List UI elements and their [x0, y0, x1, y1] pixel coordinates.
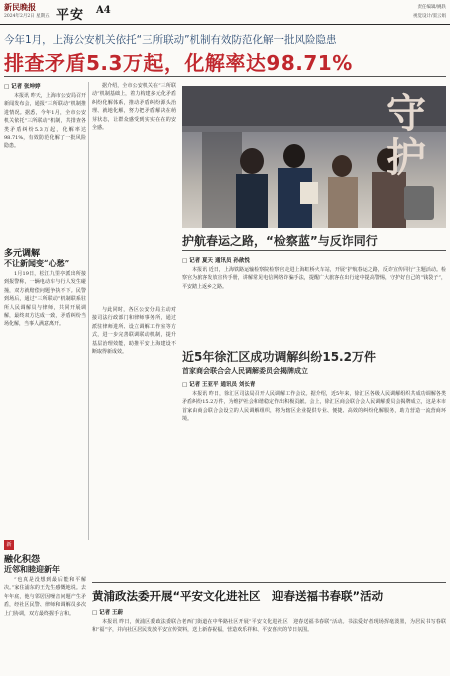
decorative-watermark: 守护 [386, 90, 426, 181]
editor-credit: 责任编辑/姚轶 [417, 5, 446, 10]
lead-subtitle-2: 不让新闻变“心愁” [4, 258, 70, 268]
lead-paragraph-3: “也真是没想到最后能和平解决。”家住浦东的王先生感慨地说。去年年底，他与邻居因噪音问题产生矛盾，经社区民警、律师和调解员多次上门协调，双方最终握手言和。 [4, 577, 86, 617]
story3-subtitle: 首家商会联合会人民调解委员会揭牌成立 [182, 366, 308, 375]
column-divider [88, 82, 89, 540]
section-title: 平安 [56, 8, 85, 23]
story4-text: 本报讯 昨日，黄浦区委政法委联合老西门街道在中华路社区开展“平安文化进社区 迎春送福书春联”活动。书法爱好者现场挥毫泼墨，为居民书写春联和“福”字，并向社区居民发放平安宣传资料，送上新春祝福，营造欢乐祥和、平安喜庆的节日氛围。 [92, 619, 446, 634]
story2-byline: □ 记者 夏天 通讯员 孙歆悦 [182, 258, 250, 264]
lead-paragraph-5: 与此同时，各区公安分局主动对接司法行政部门和律师事务所，通过派驻律师进所、设立调解工作室等方式，进一步完善联调联动机制，提升基层治理效能，助推平安上海建设不断取得新成效。 [92, 307, 176, 356]
story2-text: 本报讯 近日，上海铁路运输检察院检察官走进上海虹桥火车站，开展“护航春运之路，反诈宣传同行”主题活动。检察官为旅客发放宣传手册，讲解常见电信网络诈骗手法，提醒广大旅客在出行途中提高警惕，守护好自己的“钱袋子”，平安踏上返乡之路。 [182, 267, 446, 290]
newspaper-logo: 新民晚报 [4, 2, 36, 12]
story3-byline: □ 记者 王亚平 通讯员 刘长青 [182, 382, 256, 388]
page-code: A4 [96, 5, 111, 16]
lead-paragraph-2: 1月19日，松江九里亭派出所接到报警称，一辆电动车与行人发生碰撞，双方就赔偿问题争执不下。民警到场后，通过“三所联动”机制联系驻所人民调解员与律师，共同开展调解，最终双方达成一致，矛盾纠纷当场化解，当事人满意离开。 [4, 271, 86, 328]
story2-title: 护航春运之路，“检察蓝”与反诈同行 [182, 234, 378, 248]
story2-divider [182, 250, 446, 251]
story3-title: 近5年徐汇区成功调解纠纷15.2万件 [182, 350, 376, 364]
issue-date: 2024年2月2日 星期五 [4, 14, 50, 19]
lead-subtitle-4: 近邻和睦迎新年 [4, 564, 60, 574]
story4-byline: □ 记者 王蔚 [92, 610, 124, 616]
lead-paragraph-1: 本报讯 昨天，上海市公安局召开新闻发布会，通报“三所联动”机制推进情况。据悉，今年1月，全市公安机关依托“三所联动”机制，共排查各类矛盾纠纷5.3万起，化解率达98.71%，有效防范化解了一批风险隐患。 [4, 93, 86, 150]
red-stamp-icon: 新 [4, 540, 14, 550]
lead-subheadline: 今年1月，上海公安机关依托“三所联动”机制有效防范化解一批风险隐患 [4, 34, 337, 46]
lead-subtitle-3: 融化积怨 [4, 555, 41, 565]
story4-divider [92, 582, 446, 583]
story3-text: 本报讯 昨日，徐汇区司法局召开人民调解工作会议。据介绍，近5年来，徐汇区各级人民调解组织共成功调解各类矛盾纠纷15.2万件，为维护社会和谐稳定作出积极贡献。会上，徐汇区商会联合会人民调解委员会揭牌成立，这是本市首家由商会联合会设立的人民调解组织，将为辖区企业提供专业、便捷、高效的纠纷化解服务，助力营造一流营商环境。 [182, 391, 446, 423]
lead-byline: □ 记者 张坤婷 [4, 84, 41, 90]
headline-divider [4, 76, 446, 77]
lead-paragraph-4: 据介绍，全市公安机关在“三所联动”机制基础上，着力构建多元化矛盾纠纷化解体系，推动矛盾纠纷源头治理、就地化解，努力把矛盾解决在萌芽状态，让群众感受到实实在在的安全感。 [92, 83, 176, 132]
lead-headline: 排查矛盾5.3万起，化解率达98.71% [4, 51, 353, 75]
lead-subtitle-1: 多元调解 [4, 249, 41, 259]
story4-title: 黄浦政法委开展“平安文化进社区 迎春送福书春联”活动 [92, 589, 384, 603]
designer-credit: 视觉设计/窦云娟 [412, 14, 446, 19]
